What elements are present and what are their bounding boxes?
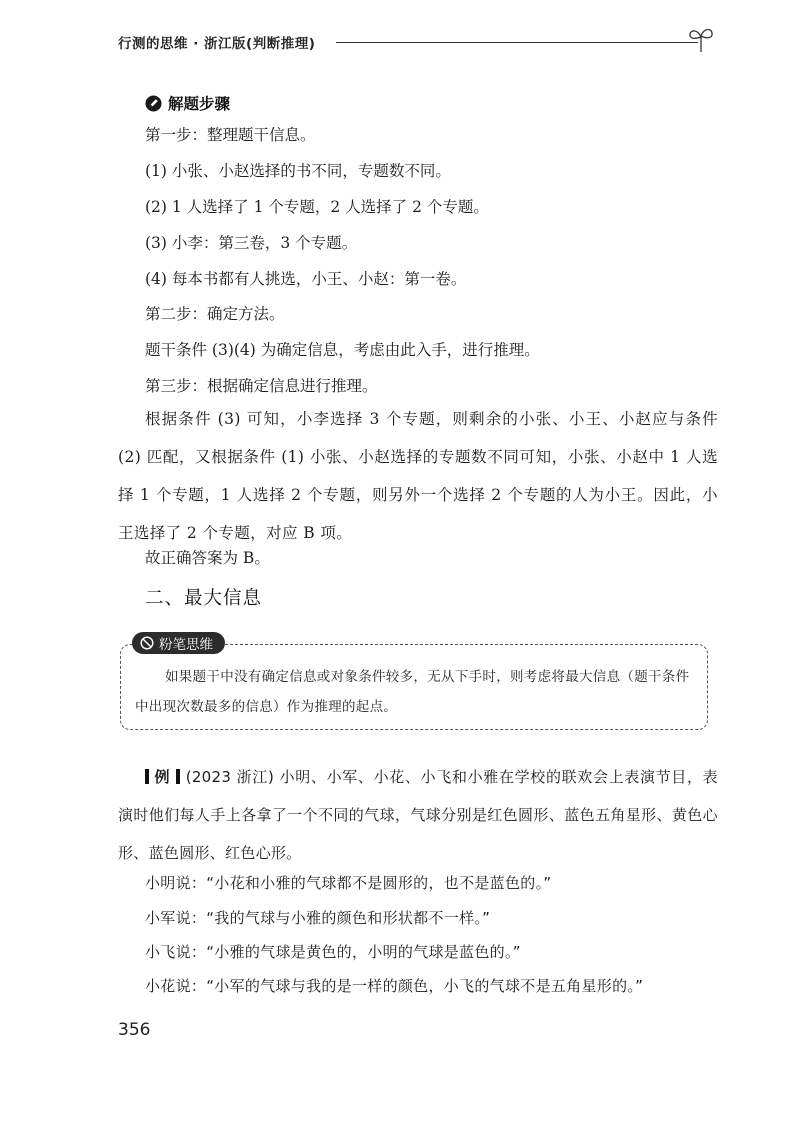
header-title: 行测的思维 · 浙江版(判断推理) [118,36,316,52]
pencil-icon [145,95,162,112]
step-line: (3) 小李：第三卷，3 个专题。 [145,234,358,252]
step-line: (2) 1 人选择了 1 个专题，2 人选择了 2 个专题。 [145,198,489,216]
step-line: 第三步：根据确定信息进行推理。 [145,377,378,395]
example-text: (2023 浙江) 小明、小军、小花、小飞和小雅在学校的联欢会上表演节目，表演时他们每人手上各拿了一个不同的气球，气球分别是红色圆形、蓝色五角星形、黄色心形、蓝色圆形、红色心形。 [118,768,718,862]
step-line: 第一步：整理题干信息。 [145,126,316,144]
quote-line: 小花说：“小军的气球与我的是一样的颜色，小飞的气球不是五角星形的。” [145,977,644,995]
steps-heading-text: 解题步骤 [168,95,231,113]
quote-line: 小明说：“小花和小雅的气球都不是圆形的，也不是蓝色的。” [145,874,552,892]
solution-steps-heading [145,92,230,114]
chalk-icon [140,636,154,650]
step-line: 题干条件 (3)(4) 为确定信息，考虑由此入手，进行推理。 [145,341,540,359]
example-label: 例 [154,768,171,786]
chalk-thinking-tag [132,632,225,654]
reasoning-paragraph: 根据条件 (3) 可知，小李选择 3 个专题，则剩余的小张、小王、小赵应与条件 (2) 匹配，又根据条件 (1) 小张、小赵选择的专题数不同可知，小张、小赵中 1 人选择 1 个专题，1 人选择 2 个专题，则另外一个选择 2 个专题的人为小王。因此，小王选择了 2 个专题，对应 B 项。 [118,410,718,542]
step-line: 第二步：确定方法。 [145,305,285,323]
quote-line: 小飞说：“小雅的气球是黄色的，小明的气球是蓝色的。” [145,943,521,961]
header-rule [336,42,698,43]
example-paragraph [118,758,718,872]
chalk-thinking-text: 如果题干中没有确定信息或对象条件较多，无从下手时，则考虑将最大信息（题干条件中出现次数最多的信息）作为推理的起点。 [135,669,690,715]
quote-line: 小军说：“我的气球与小雅的颜色和形状都不一样。” [145,909,491,927]
page-number: 356 [118,1020,151,1040]
chalk-tag-label: 粉笔思维 [159,637,213,653]
section-heading: 二、最大信息 [145,588,263,609]
step-line: (1) 小张、小赵选择的书不同，专题数不同。 [145,162,451,180]
answer-line: 故正确答案为 B。 [145,549,270,567]
example-bar-left [145,769,149,784]
sprout-icon [684,22,718,56]
step-line: (4) 每本书都有人挑选，小王、小赵：第一卷。 [145,270,467,288]
example-bar-right [176,769,180,784]
running-header [118,28,718,58]
